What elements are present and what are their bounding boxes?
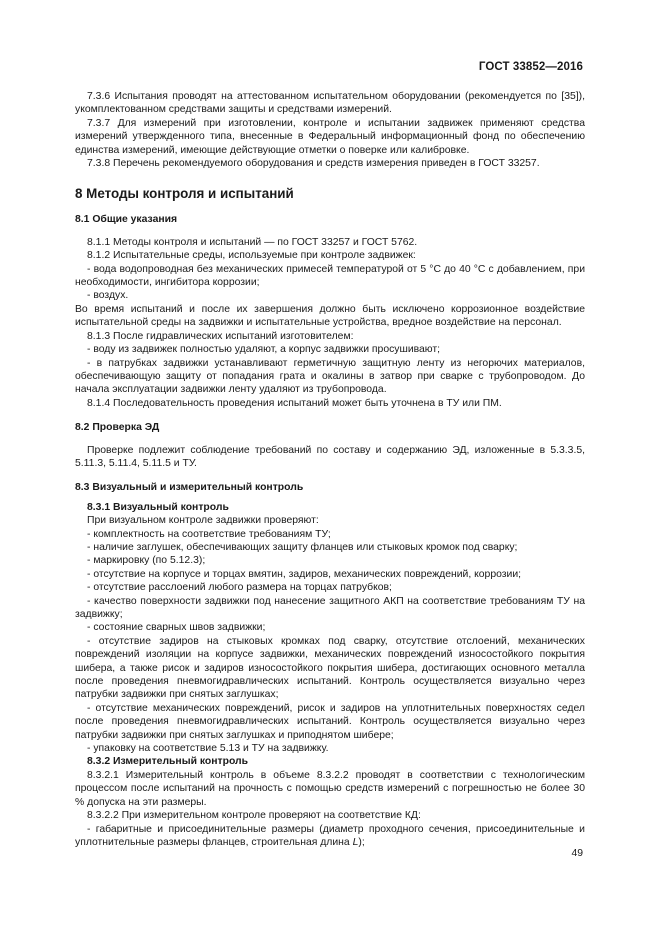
paragraph-8-1-3: 8.1.3 После гидравлических испытаний изготовителем: [87, 330, 354, 342]
length-variable: L [352, 836, 359, 848]
page-body [75, 90, 585, 849]
list-item [75, 823, 585, 850]
paragraph-7-3-7: 7.3.7 Для измерений при изготовлении, контроле и испытании задвижек применяют средства измерений утвержденного типа, внесенные в Федеральный информационный фонд по обеспечению единства измерений, имеющие действующие отметки о поверке или калибровке. [75, 117, 585, 156]
paragraph-8-3-2-1: 8.3.2.1 Измерительный контроль в объеме 8.3.2.2 проводят в соответствии с технологическим процессом после испытаний на прочность с помощью средств измерений с погрешностью не более 30 % допуска на эти размеры. [75, 769, 585, 808]
subsection-heading-8-2: 8.2 Проверка ЭД [75, 422, 160, 434]
paragraph-8-3-1: При визуальном контроле задвижки проверяют: [87, 515, 319, 527]
list-item: - маркировку (по 5.12.3); [87, 555, 206, 567]
paragraph-7-3-8: 7.3.8 Перечень рекомендуемого оборудования и средств измерения приведен в ГОСТ 33257. [87, 158, 540, 170]
list-item: - комплектность на соответствие требованиям ТУ; [87, 528, 331, 540]
document-standard-id: ГОСТ 33852—2016 [478, 61, 583, 73]
paragraph-8-1-4: 8.1.4 Последовательность проведения испытаний может быть уточнена в ТУ или ПМ. [87, 397, 502, 409]
paragraph-8-1-2: 8.1.2 Испытательные среды, используемые при контроле задвижек: [87, 250, 416, 262]
list-item: - отсутствие расслоений любого размера на торцах патрубков; [87, 582, 392, 594]
subsection-heading-8-3: 8.3 Визуальный и измерительный контроль [75, 482, 304, 494]
list-item: - воздух. [87, 290, 129, 302]
list-item: - отсутствие на корпусе и торцах вмятин, задиров, механических повреждений, коррозии; [87, 568, 522, 580]
paragraph-8-1-2-note: Во время испытаний и после их завершения должно быть исключено коррозионное воздействие испытательной среды на задвижки и испытательные устройства, вредное воздействие на персонал. [75, 303, 585, 329]
subsection-heading-8-3-1: 8.3.1 Визуальный контроль [87, 501, 229, 513]
paragraph-8-1-1: 8.1.1 Методы контроля и испытаний — по ГОСТ 33257 и ГОСТ 5762. [87, 236, 418, 248]
list-item: - вода водопроводная без механических примесей температурой от 5 °С до 40 °С с добавлением, при необходимости, ингибитора коррозии; [75, 263, 585, 289]
paragraph-7-3-6: 7.3.6 Испытания проводят на аттестованном испытательном оборудовании (рекомендуется по [35]), укомплектованном средствами защиты и средствами измерений. [75, 91, 585, 116]
list-item-text-end: ); [358, 836, 365, 848]
list-item: - состояние сварных швов задвижки; [87, 622, 266, 634]
list-item: - упаковку на соответствие 5.13 и ТУ на задвижку. [87, 743, 329, 755]
list-item: - наличие заглушек, обеспечивающих защиту фланцев или стыковых кромок под сварку; [87, 541, 518, 553]
list-item: - в патрубках задвижки устанавливают герметичную защитную ленту из негорючих материалов, обеспечивающую защиту от попадания грата и окалины в затвор при сварке с трубопроводом. До начала эксплуатации задвижки ленту удаляют из трубопровода. [75, 357, 585, 396]
paragraph-8-2: Проверке подлежит соблюдение требований по составу и содержанию ЭД, изложенные в 5.3.3.5, 5.11.3, 5.11.4, 5.11.5 и ТУ. [75, 444, 585, 469]
list-item: - качество поверхности задвижки под нанесение защитного АКП на соответствие требованиям ТУ на задвижку; [75, 595, 585, 620]
list-item-text: - габаритные и присоединительные размеры (диаметр проходного сечения, присоединительные и уплотнительные размеры фланцев, строительная длина [75, 823, 585, 848]
list-item: - отсутствие задиров на стыковых кромках под сварку, отсутствие отслоений, механических повреждений изоляции на корпусе задвижки, механических повреждений износостойкого покрытия шибера, а также рисок и задиров износостойкого покрытия шибера, достигающих основного металла после проведения пневмогидравлических испытаний. Контроль осуществляется визуально через патрубки задвижки при снятых заглушках; [75, 635, 585, 701]
paragraph-8-3-2-2: 8.3.2.2 При измерительном контроле проверяют на соответствие КД: [87, 810, 421, 822]
list-item: - отсутствие механических повреждений, рисок и задиров на уплотнительных поверхностях седел после проведения пневмогидравлических испытаний. Контроль осуществляется визуально через патрубки задвижки при снятых заглушках и приподнятом шибере; [75, 702, 585, 741]
subsection-heading-8-3-2: 8.3.2 Измерительный контроль [87, 756, 249, 768]
subsection-heading-8-1: 8.1 Общие указания [75, 214, 178, 226]
list-item: - воду из задвижек полностью удаляют, а корпус задвижки просушивают; [87, 344, 441, 356]
page-number: 49 [571, 848, 583, 859]
section-heading-8: 8 Методы контроля и испытаний [75, 186, 294, 202]
